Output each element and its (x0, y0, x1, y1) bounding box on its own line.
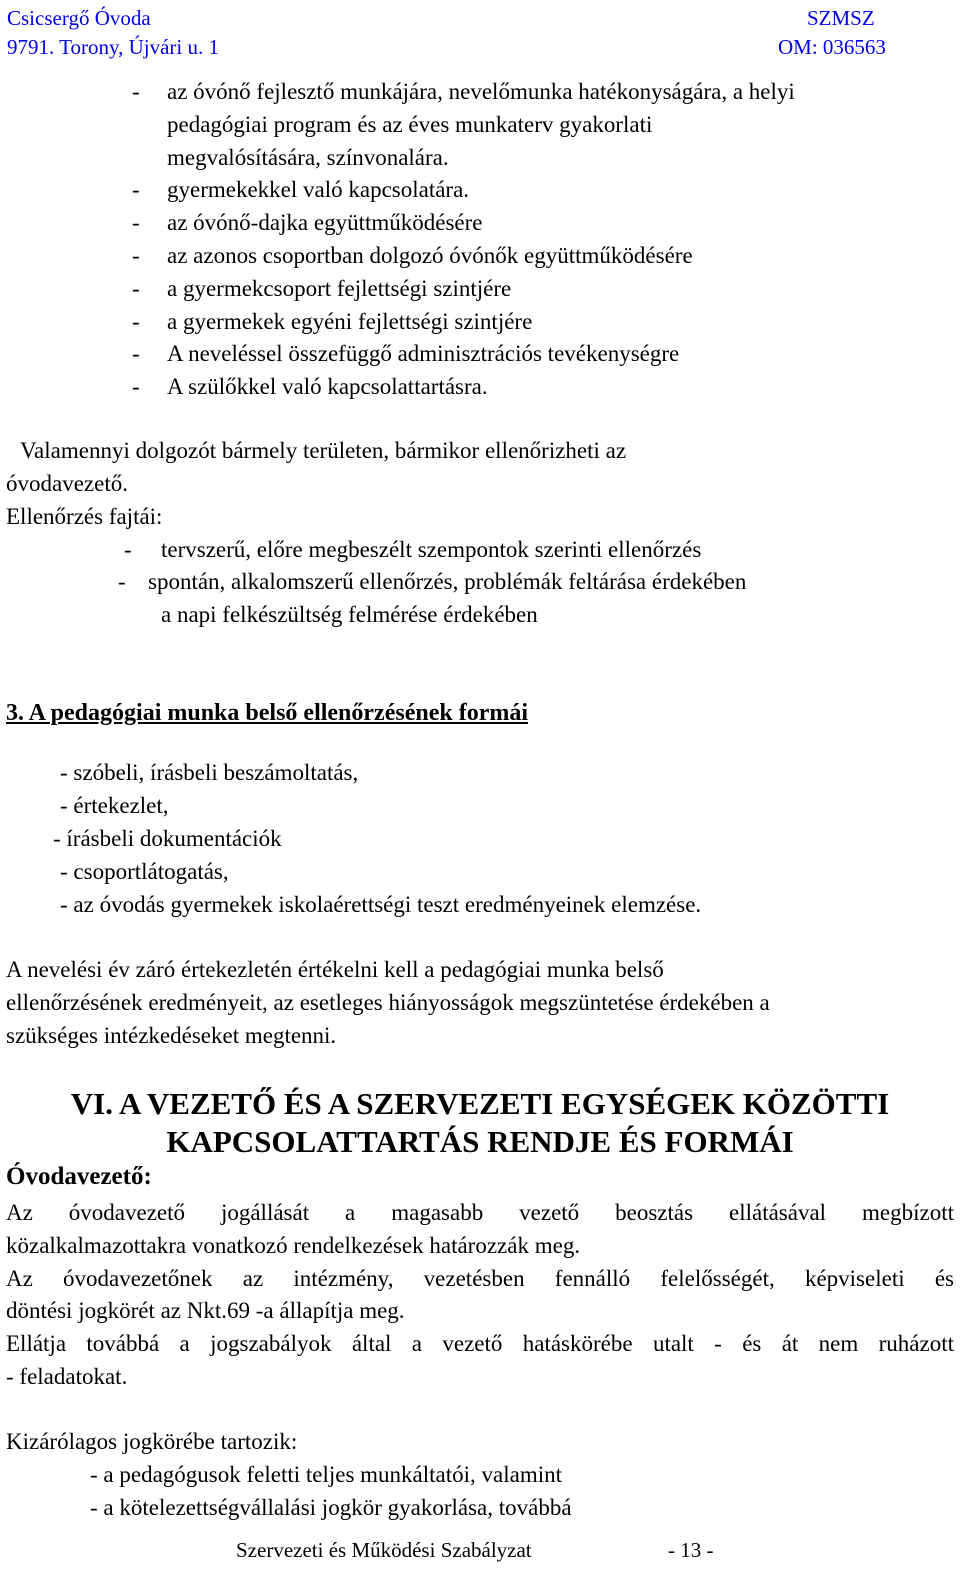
control-type-item: tervszerű, előre megbeszélt szempontok szerinti ellenőrzés (161, 537, 702, 562)
list-item: gyermekekkel való kapcsolatára. (167, 177, 470, 202)
subheading: Óvodavezető: (6, 1163, 152, 1190)
list-item: A szülőkkel való kapcsolattartásra. (167, 374, 488, 399)
paragraph-line: Az óvodavezetőnek az intézmény, vezetésben fennálló felelősségét, képviseleti és (6, 1266, 954, 1291)
header-org-name: Csicsergő Óvoda (7, 6, 151, 30)
list-dash: - (132, 341, 140, 366)
chapter-title: KAPCSOLATTARTÁS RENDJE ÉS FORMÁI (166, 1124, 794, 1159)
list-dash: - (132, 276, 140, 301)
paragraph-line: - feladatokat. (6, 1364, 128, 1389)
list-dash: - (118, 569, 126, 594)
list-item: az óvónő-dajka együttműködésére (167, 210, 483, 235)
paragraph-line: közalkalmazottakra vonatkozó rendelkezések határozzák meg. (6, 1233, 581, 1258)
paragraph-line: A nevelési év záró értekezletén értékelni kell a pedagógiai munka belső (6, 957, 664, 982)
list-item: a gyermekcsoport fejlettségi szintjére (167, 276, 512, 301)
footer-page-number: - 13 - (668, 1538, 714, 1562)
section-3-heading: 3. A pedagógiai munka belső ellenőrzésének formái (6, 700, 528, 726)
paragraph-line: Valamennyi dolgozót bármely területen, bármikor ellenőrizheti az (20, 438, 627, 463)
list-item-cont: pedagógiai program és az éves munkaterv gyakorlati (167, 112, 653, 137)
form-item: - értekezlet, (60, 793, 169, 818)
paragraph-line: óvodavezető. (6, 471, 128, 496)
header-doc-code: SZMSZ (807, 6, 875, 30)
chapter-title: VI. A VEZETŐ ÉS A SZERVEZETI EGYSÉGEK KÖZÖTTI (70, 1086, 890, 1121)
footer-doc-title: Szervezeti és Működési Szabályzat (236, 1538, 532, 1562)
list-item-cont: megvalósítására, színvonalára. (167, 145, 449, 170)
paragraph-line: szükséges intézkedéseket megtenni. (6, 1023, 337, 1048)
paragraph-line: Ellátja továbbá a jogszabályok által a vezető hatáskörébe utalt - és át nem ruházott (6, 1331, 954, 1356)
form-item: - írásbeli dokumentációk (53, 826, 282, 851)
exclusive-item: - a pedagógusok feletti teljes munkáltatói, valamint (90, 1462, 563, 1487)
list-item: az óvónő fejlesztő munkájára, nevelőmunka hatékonyságára, a helyi (167, 79, 795, 104)
paragraph-line: döntési jogkörét az Nkt.69 -a állapítja meg. (6, 1298, 405, 1323)
list-dash: - (132, 243, 140, 268)
list-dash: - (132, 374, 140, 399)
list-item: a gyermekek egyéni fejlettségi szintjére (167, 309, 533, 334)
control-types-title: Ellenőrzés fajtái: (6, 504, 163, 529)
list-item: A neveléssel összefüggő adminisztrációs tevékenységre (167, 341, 680, 366)
header-address: 9791. Torony, Újvári u. 1 (7, 35, 220, 59)
list-dash: - (132, 177, 140, 202)
exclusive-title: Kizárólagos jogkörébe tartozik: (6, 1429, 298, 1454)
list-dash: - (132, 309, 140, 334)
list-item: az azonos csoportban dolgozó óvónők együttműködésére (167, 243, 693, 268)
paragraph-line: Az óvodavezető jogállását a magasabb vezető beosztás ellátásával megbízott (6, 1200, 954, 1225)
form-item: - csoportlátogatás, (60, 859, 229, 884)
list-dash: - (132, 210, 140, 235)
control-type-item: spontán, alkalomszerű ellenőrzés, problémák feltárása érdekében (148, 569, 747, 594)
exclusive-item: - a kötelezettségvállalási jogkör gyakorlása, továbbá (90, 1495, 572, 1520)
list-dash: - (132, 79, 140, 104)
header-om-code: OM: 036563 (778, 35, 886, 59)
form-item: - szóbeli, írásbeli beszámoltatás, (60, 760, 359, 785)
list-dash: - (124, 537, 132, 562)
control-type-item-cont: a napi felkészültség felmérése érdekében (161, 602, 538, 627)
form-item: - az óvodás gyermekek iskolaérettségi teszt eredményeinek elemzése. (60, 892, 702, 917)
paragraph-line: ellenőrzésének eredményeit, az esetleges hiányosságok megszüntetése érdekében a (6, 990, 770, 1015)
